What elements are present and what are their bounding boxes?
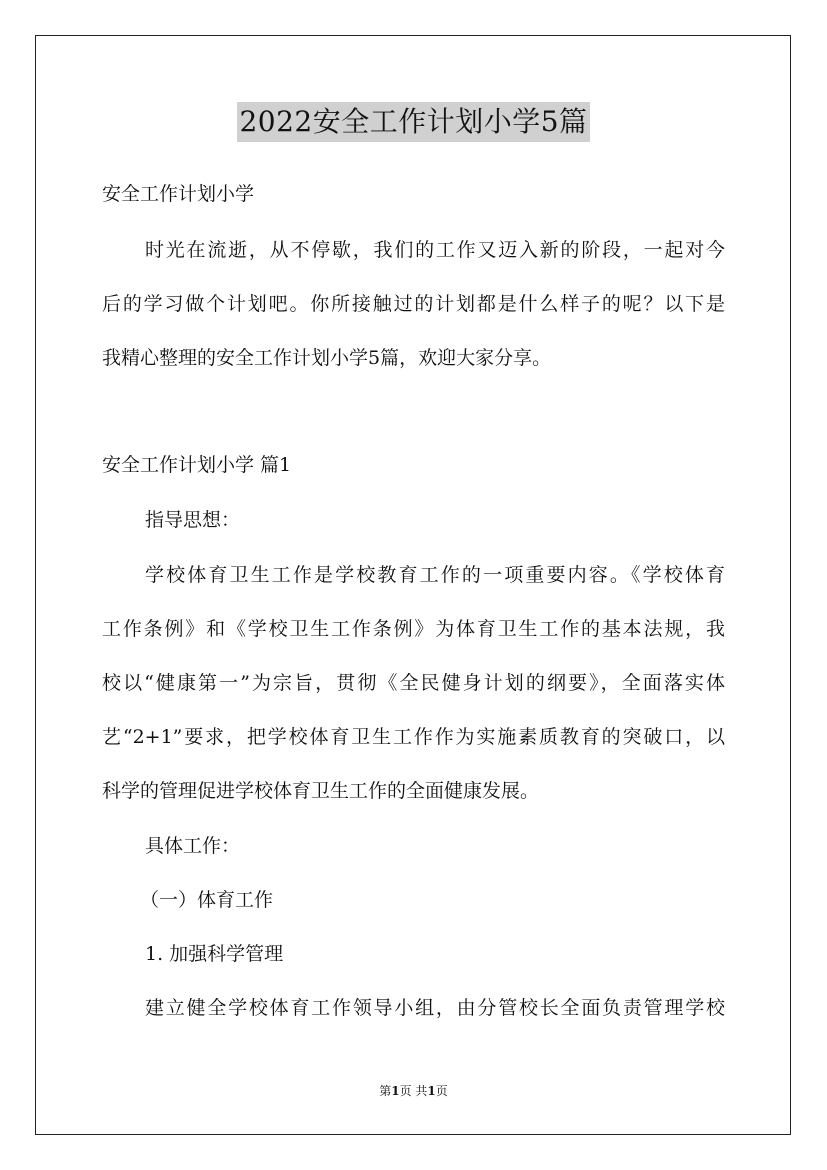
intro-line-3: 我精心整理的安全工作计划小学5篇，欢迎大家分享。 bbox=[102, 347, 552, 369]
page-footer bbox=[0, 1083, 827, 1099]
footer-suffix: 页 bbox=[435, 1084, 448, 1098]
footer-mid: 页 共 bbox=[399, 1084, 428, 1098]
subheading-management: 1. 加强科学管理 bbox=[145, 943, 284, 965]
subheading-guiding-thought: 指导思想： bbox=[145, 509, 241, 531]
paragraph-line-1: 学校体育卫生工作是学校教育工作的一项重要内容。《学校体育 bbox=[145, 564, 725, 586]
footer-prefix: 第 bbox=[379, 1084, 392, 1098]
subheading-specific-work: 具体工作： bbox=[145, 835, 241, 857]
footer-page-number: 1 bbox=[391, 1084, 400, 1098]
paragraph-line-6: 建立健全学校体育工作领导小组，由分管校长全面负责管理学校 bbox=[145, 997, 725, 1019]
document-title: 2022安全工作计划小学5篇 bbox=[237, 102, 589, 142]
paragraph-line-5: 科学的管理促进学校体育卫生工作的全面健康发展。 bbox=[102, 780, 540, 802]
paragraph-line-4: 艺“2+1”要求，把学校体育卫生工作作为实施素质教育的突破口，以 bbox=[102, 726, 725, 748]
intro-line-2: 后的学习做个计划吧。你所接触过的计划都是什么样子的呢？以下是 bbox=[102, 293, 725, 315]
article-heading: 安全工作计划小学 篇1 bbox=[102, 454, 292, 476]
intro-line-1: 时光在流逝，从不停歇，我们的工作又迈入新的阶段，一起对今 bbox=[145, 239, 725, 261]
section-heading: 安全工作计划小学 bbox=[102, 183, 255, 205]
paragraph-line-2: 工作条例》和《学校卫生工作条例》为体育卫生工作的基本法规，我 bbox=[102, 618, 725, 640]
title-container bbox=[0, 102, 827, 142]
subheading-pe-work: （一）体育工作 bbox=[140, 889, 274, 911]
footer-total-pages: 1 bbox=[427, 1084, 436, 1098]
paragraph-line-3: 校以“健康第一”为宗旨，贯彻《全民健身计划的纲要》，全面落实体 bbox=[102, 672, 725, 694]
